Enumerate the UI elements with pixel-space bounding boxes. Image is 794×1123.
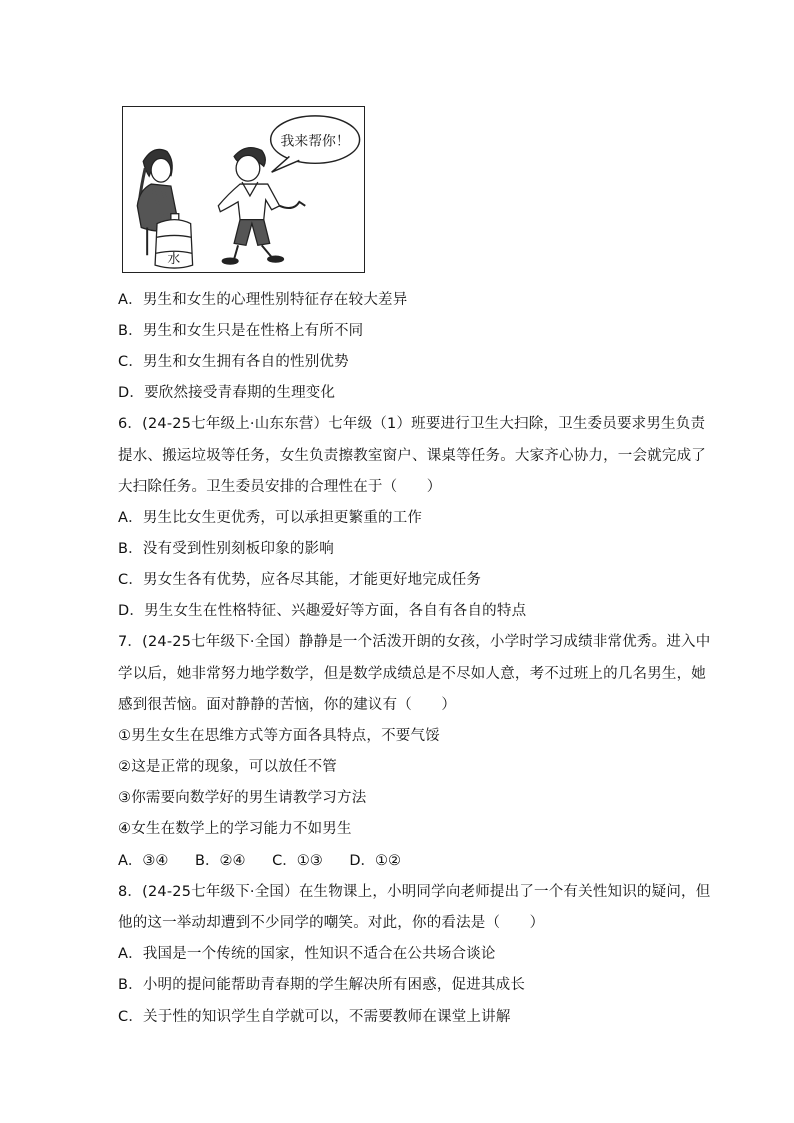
water-bottle xyxy=(155,214,193,268)
q7-item-1: ①男生女生在思维方式等方面各具特点，不要气馁 xyxy=(118,728,440,744)
q8-option-c[interactable]: C．关于性的知识学生自学就可以，不需要教师在课堂上讲解 xyxy=(118,1009,511,1025)
q5-option-c[interactable]: C．男生和女生拥有各自的性别优势 xyxy=(118,354,349,370)
q7-item-4: ④女生在数学上的学习能力不如男生 xyxy=(118,821,352,837)
q8-stem-line-1: 8．(24-25七年级下·全国）在生物课上，小明同学向老师提出了一个有关性知识的疑问，但 xyxy=(118,884,711,900)
q7-item-3: ③你需要向数学好的男生请教学习方法 xyxy=(118,790,367,806)
q5-option-a[interactable]: A．男生和女生的心理性别特征存在较大差异 xyxy=(118,292,408,308)
q6-stem-line-3: 大扫除任务。卫生委员安排的合理性在于（ ） xyxy=(118,479,442,495)
q6-option-a[interactable]: A．男生比女生更优秀，可以承担更繁重的工作 xyxy=(118,510,423,526)
q6-stem-line-1: 6．(24-25七年级上·山东东营）七年级（1）班要进行卫生大扫除，卫生委员要求男生负责 xyxy=(118,416,706,432)
speech-bubble-text: 我来帮你！ xyxy=(280,133,350,150)
q8-option-a[interactable]: A．我国是一个传统的国家，性知识不适合在公共场合谈论 xyxy=(118,946,496,962)
water-bottle-label: 水 xyxy=(167,252,181,268)
q5-option-b[interactable]: B．男生和女生只是在性格上有所不同 xyxy=(118,323,364,339)
cartoon-figure xyxy=(122,106,365,273)
q5-option-d[interactable]: D．要欣然接受青春期的生理变化 xyxy=(118,385,336,401)
speech-bubble xyxy=(271,116,360,172)
q7-option-d[interactable]: D．①② xyxy=(349,853,401,869)
q7-option-a[interactable]: A．③④ xyxy=(118,853,169,869)
q7-item-2: ②这是正常的现象，可以放任不管 xyxy=(118,759,337,775)
q7-option-b[interactable]: B．②④ xyxy=(195,853,246,869)
q6-option-c[interactable]: C．男女生各有优势，应各尽其能，才能更好地完成任务 xyxy=(118,572,482,588)
q6-option-b[interactable]: B．没有受到性别刻板印象的影响 xyxy=(118,541,334,557)
q8-stem-line-2: 他的这一举动却遭到不少同学的嘲笑。对此，你的看法是（ ） xyxy=(118,915,545,931)
boy-figure xyxy=(218,148,305,264)
q8-option-b[interactable]: B．小明的提问能帮助青春期的学生解决所有困惑，促进其成长 xyxy=(118,977,526,993)
q7-stem-line-1: 7．(24-25七年级下·全国）静静是一个活泼开朗的女孩，小学时学习成绩非常优秀。进入中 xyxy=(118,634,711,650)
q7-option-c[interactable]: C．①③ xyxy=(272,853,323,869)
q7-options xyxy=(118,851,423,871)
q6-option-d[interactable]: D．男生女生在性格特征、兴趣爱好等方面，各自有各自的特点 xyxy=(118,603,527,619)
q6-stem-line-2: 提水、搬运垃圾等任务，女生负责擦教室窗户、课桌等任务。大家齐心协力，一会就完成了 xyxy=(118,448,706,464)
q7-stem-line-3: 感到很苦恼。面对静静的苦恼，你的建议有（ ） xyxy=(118,697,457,713)
q7-stem-line-2: 学以后，她非常努力地学数学，但是数学成绩总是不尽如人意，考不过班上的几名男生，她 xyxy=(118,666,706,682)
